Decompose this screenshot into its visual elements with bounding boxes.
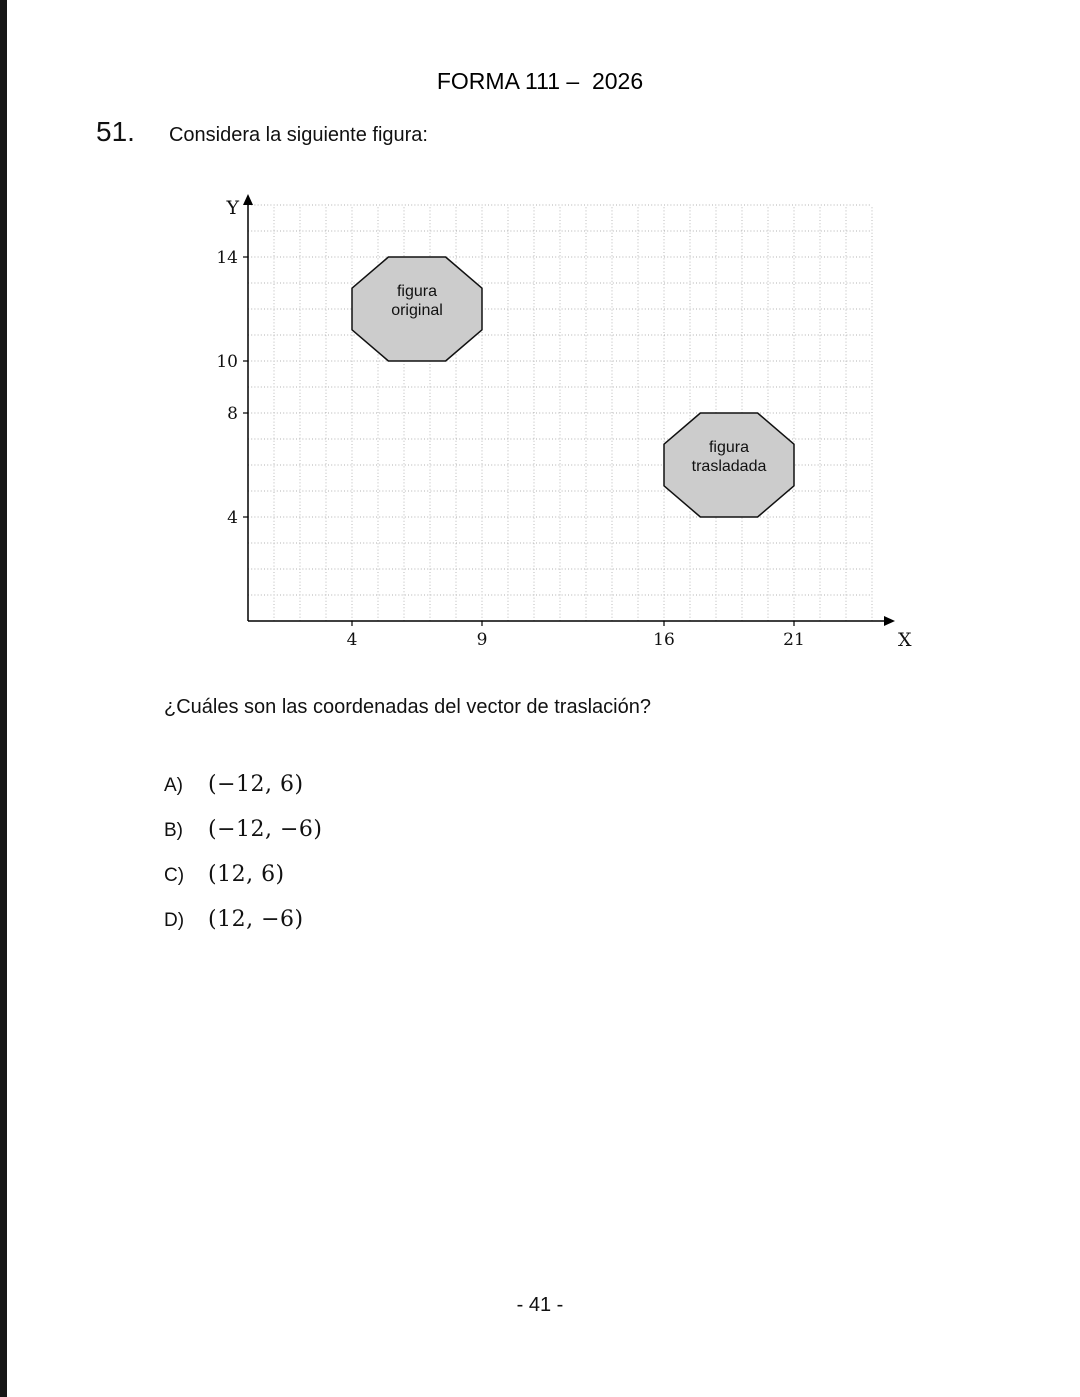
x-tick-label: 16: [653, 630, 675, 650]
option-a: [164, 772, 323, 817]
question-row: [96, 116, 428, 148]
figure-svg: [200, 193, 920, 655]
figura-trasladada-shape-label: trasladada: [691, 458, 767, 475]
option-a-letter: A): [164, 775, 183, 796]
y-axis-arrow: [243, 194, 253, 205]
y-tick-label: 10: [216, 352, 238, 372]
option-c-letter: C): [164, 865, 185, 886]
option-d: [164, 907, 323, 952]
y-tick-label: 14: [216, 248, 238, 268]
x-axis-arrow: [884, 616, 895, 626]
question-intro: Considera la siguiente figura:: [168, 124, 428, 146]
option-d-letter: D): [164, 910, 185, 931]
x-tick-label: 21: [783, 630, 805, 650]
option-d-value: (12, −6): [208, 907, 304, 932]
question-number: 51.: [96, 116, 135, 147]
y-tick-label: 4: [227, 508, 238, 528]
question-text: ¿Cuáles son las coordenadas del vector de traslación?: [164, 696, 651, 718]
x-axis-label: X: [898, 629, 912, 651]
y-axis-label: Y: [226, 197, 239, 219]
x-tick-label: 4: [346, 630, 358, 650]
options-list: [164, 772, 323, 952]
option-b-value: (−12, −6): [208, 817, 323, 842]
page-number: - 41 -: [516, 1294, 564, 1316]
figura-trasladada-shape-label: figura: [708, 439, 750, 456]
option-c-value: (12, 6): [208, 862, 285, 887]
x-tick-label: 9: [476, 630, 488, 650]
figura-original-shape-label: original: [391, 302, 443, 319]
option-a-value: (−12, 6): [208, 772, 304, 797]
page-header: FORMA 111 – 2026: [436, 68, 644, 94]
option-b-letter: B): [164, 820, 183, 841]
scan-edge: [0, 0, 7, 1397]
option-c: [164, 862, 323, 907]
option-b: [164, 817, 323, 862]
y-tick-label: 8: [227, 404, 238, 424]
figura-original-shape-label: figura: [396, 283, 438, 300]
coordinate-figure: [200, 193, 920, 660]
